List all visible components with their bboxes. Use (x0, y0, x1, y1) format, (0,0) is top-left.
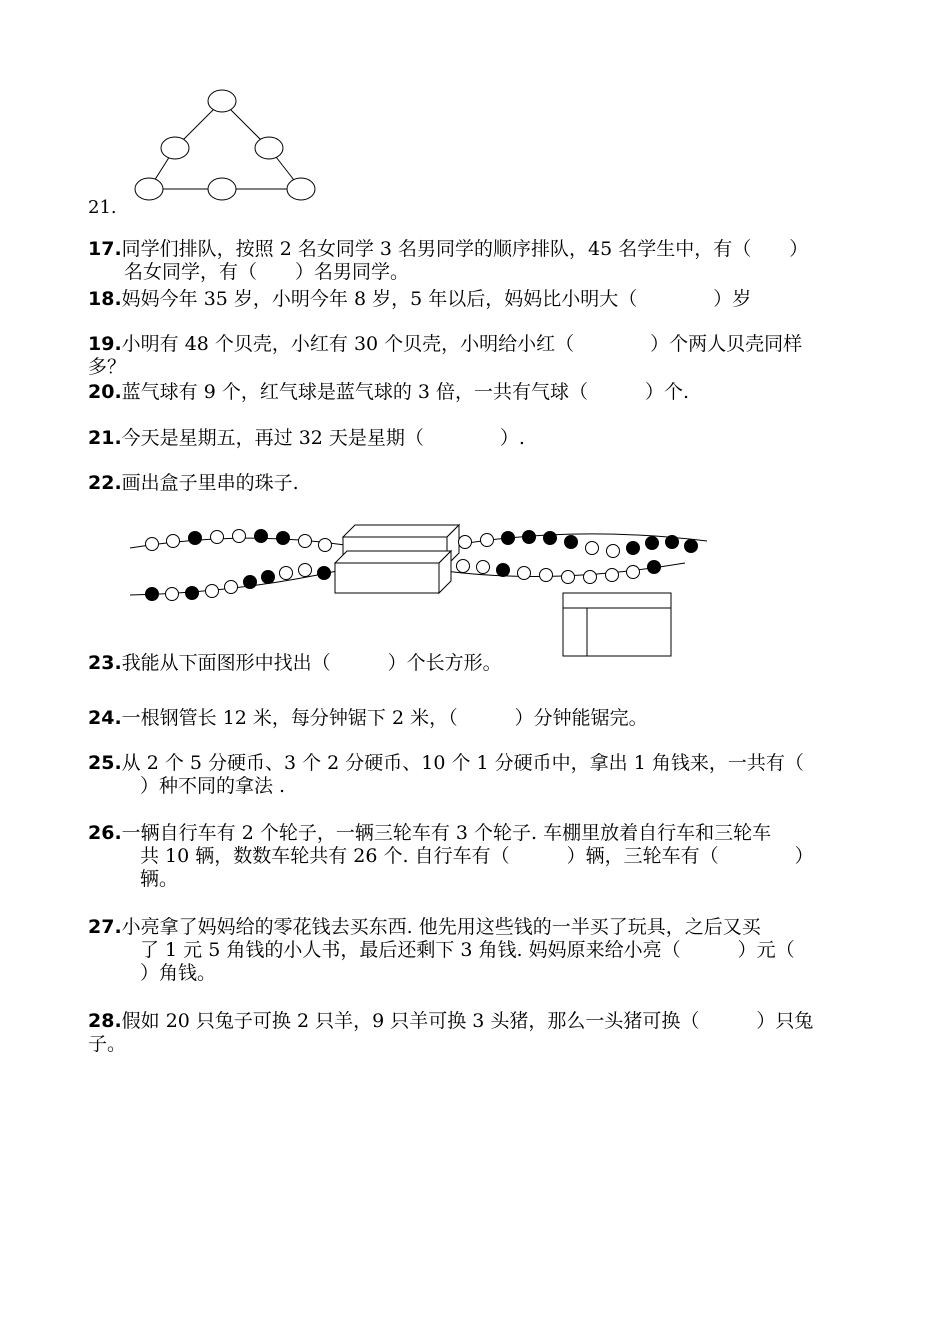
question-number: 20. (88, 381, 122, 403)
bead-black (277, 532, 290, 545)
bead-white (540, 569, 553, 582)
bead-white (607, 545, 620, 558)
question-number: 28. (88, 1010, 122, 1032)
question-number: 24. (88, 707, 122, 729)
question-text: 一辆自行车有 2 个轮子，一辆三轮车有 3 个轮子. 车棚里放着自行车和三轮车 (121, 822, 772, 844)
bead-white (299, 564, 312, 577)
question-text-cont: 子。 (88, 1033, 127, 1055)
question-number: 21. (88, 427, 122, 449)
question-text-cont: 了 1 元 5 角钱的小人书，最后还剩下 3 角钱. 妈妈原来给小亮（ ）元（ (140, 939, 795, 961)
question-19 (88, 333, 868, 379)
bead-white (211, 531, 224, 544)
bead-white (477, 561, 490, 574)
bead-black (646, 537, 659, 550)
bead-black (318, 567, 331, 580)
bead-white (518, 567, 531, 580)
bead-white (606, 569, 619, 582)
bead-black (648, 561, 661, 574)
bead-black (262, 571, 275, 584)
question-number: 27. (88, 916, 122, 938)
question-text: 从 2 个 5 分硬币、3 个 2 分硬币、10 个 1 分硬币中，拿出 1 角钱来，一共有（ (121, 752, 804, 774)
question-24 (88, 707, 868, 730)
bead-white (167, 535, 180, 548)
question-text: 画出盒子里串的珠子. (121, 472, 299, 494)
bead-black (186, 587, 199, 600)
bead-black (244, 576, 257, 589)
question-26 (88, 822, 868, 891)
bead-black (497, 564, 510, 577)
question-number: 18. (88, 288, 122, 310)
question-number: 17. (88, 238, 122, 260)
bead-black (255, 530, 268, 543)
triangle-circle (208, 90, 236, 112)
bead-black (627, 542, 640, 555)
question-text-cont: ）种不同的拿法 . (140, 775, 286, 797)
bead-black (146, 588, 159, 601)
question-20 (88, 381, 868, 404)
question-number: 26. (88, 822, 122, 844)
question-text: 假如 20 只兔子可换 2 只羊，9 只羊可换 3 头猪，那么一头猪可换（ ）只兔 (121, 1010, 814, 1032)
question-text: 同学们排队，按照 2 名女同学 3 名男同学的顺序排队，45 名学生中，有（ ） (121, 238, 809, 260)
question-28 (88, 1010, 868, 1056)
question-number: 25. (88, 752, 122, 774)
bead-white (206, 585, 219, 598)
bead-white (586, 542, 599, 555)
bead-white (319, 539, 332, 552)
question-text-cont: ）角钱。 (140, 962, 217, 984)
bead-black (502, 532, 515, 545)
question-number: 19. (88, 333, 122, 355)
question-text: 蓝气球有 9 个，红气球是蓝气球的 3 倍，一共有气球（ ）个. (121, 381, 690, 403)
bead-black (565, 536, 578, 549)
figure-label: 21. (88, 197, 117, 218)
question-17 (88, 238, 868, 284)
question-number: 23. (88, 652, 122, 674)
question-text-cont: 名女同学，有（ ）名男同学。 (124, 261, 410, 283)
bead-white (584, 571, 597, 584)
question-text-cont: 多？ (88, 356, 127, 378)
bead-white (233, 530, 246, 543)
question-27 (88, 916, 868, 985)
bead-white (146, 538, 159, 551)
bead-white (299, 535, 312, 548)
bead-white (225, 581, 238, 594)
question-text: 妈妈今年 35 岁，小明今年 8 岁，5 年以后，妈妈比小明大（ ）岁 (121, 288, 752, 310)
question-22 (88, 472, 868, 495)
rectangles-figure (560, 590, 675, 660)
question-text: 今天是星期五，再过 32 天是星期（ ）. (121, 427, 525, 449)
circle-triangle-figure (125, 85, 330, 205)
bead-white (459, 536, 472, 549)
bead-black (189, 532, 202, 545)
question-text: 一根钢管长 12 米，每分钟锯下 2 米，（ ）分钟能锯完。 (121, 707, 648, 729)
question-18 (88, 288, 868, 311)
bead-white (166, 588, 179, 601)
triangle-circle (135, 178, 163, 200)
question-text-cont: 辆。 (140, 868, 179, 890)
bead-black (666, 536, 679, 549)
question-text: 我能从下面图形中找出（ ）个长方形。 (121, 652, 502, 674)
bead-white (481, 534, 494, 547)
bead-white (457, 560, 470, 573)
question-text: 小亮拿了妈妈给的零花钱去买东西. 他先用这些钱的一半买了玩具，之后又买 (121, 916, 761, 938)
bead-black (523, 531, 536, 544)
bead-white (627, 566, 640, 579)
question-25 (88, 752, 868, 798)
triangle-circle (208, 178, 236, 200)
triangle-circle (287, 178, 315, 200)
bead-black (685, 540, 698, 553)
bead-white (280, 567, 293, 580)
bead-black (544, 532, 557, 545)
triangle-circle (255, 137, 283, 159)
question-number: 22. (88, 472, 122, 494)
question-text-cont: 共 10 辆，数数车轮共有 26 个. 自行车有（ ）辆，三轮车有（ ） (140, 845, 814, 867)
question-21 (88, 427, 868, 450)
bead-white (562, 571, 575, 584)
question-text: 小明有 48 个贝壳，小红有 30 个贝壳，小明给小红（ ）个两人贝壳同样 (121, 333, 803, 355)
triangle-circle (161, 137, 189, 159)
question-23 (88, 652, 868, 675)
